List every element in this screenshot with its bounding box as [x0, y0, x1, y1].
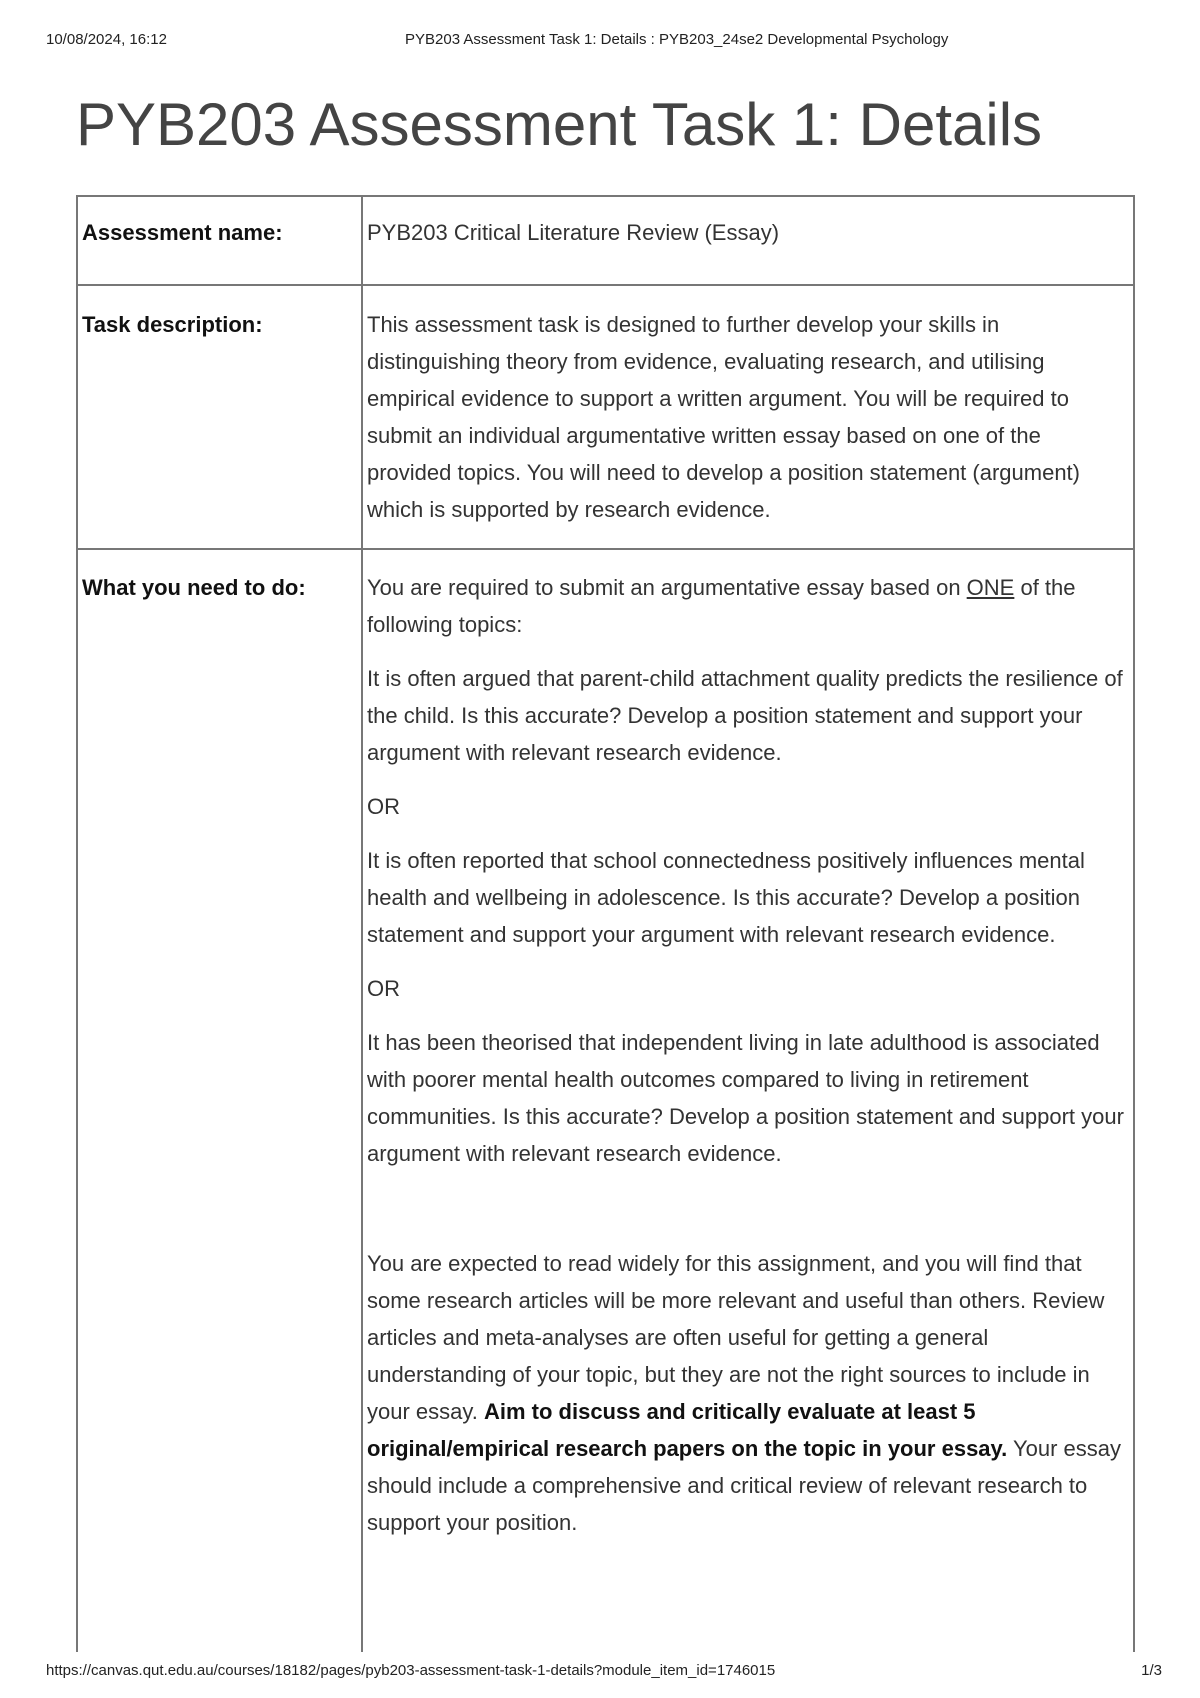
table-row-assessment-name	[78, 197, 1133, 286]
topic-2: It is often reported that school connectedness positively influences mental health and wellbeing in adolescence. Is this accurate? Develop a position statement and support your argument with relevant research evidence.	[367, 848, 1085, 947]
topic-3: It has been theorised that independent living in late adulthood is associated with poorer mental health outcomes compared to living in retirement communities. Is this accurate? Develop a position statement and support your argument with relevant research evidence.	[367, 1030, 1124, 1166]
topics-intro-text-end: of the following topics:	[367, 575, 1076, 637]
print-datetime: 10/08/2024, 16:12	[46, 31, 167, 48]
assessment-name-value: PYB203 Critical Literature Review (Essay)	[367, 220, 780, 245]
reading-guidance	[367, 1245, 1129, 1541]
topic-1: It is often argued that parent-child attachment quality predicts the resilience of the child. Is this accurate? Develop a position statement and support your argument with relevant research evidence.	[367, 666, 1123, 765]
print-page-counter: 1/3	[1141, 1662, 1162, 1679]
reading-guidance-text: You are expected to read widely for this assignment, and you will find that some research articles will be more relevant and useful than others. Review articles and meta-analyses are often useful for getting a general understanding of your topic, but they are not the right sources to include in your essay.	[367, 1251, 1105, 1424]
reading-guidance-bold: Aim to discuss and critically evaluate at least 5 original/empirical research papers on the topic in your essay.	[367, 1399, 1008, 1461]
or-separator-1: OR	[367, 794, 400, 819]
task-description-value: This assessment task is designed to further develop your skills in distinguishing theory from evidence, evaluating research, and utilising empirical evidence to support a written argument. You will be required to submit an individual argumentative written essay based on one of the provided topics. You will need to develop a position statement (argument) which is supported by research evidence.	[367, 312, 1080, 522]
page-title: PYB203 Assessment Task 1: Details	[76, 91, 1043, 158]
topics-intro	[367, 569, 1129, 643]
what-to-do-value	[363, 550, 1133, 1698]
reading-guidance-text-end: Your essay should include a comprehensive and critical review of relevant research to support your position.	[367, 1436, 1122, 1535]
assessment-details-table	[76, 195, 1135, 1698]
or-separator-2: OR	[367, 976, 400, 1001]
assessment-name-label: Assessment name:	[78, 197, 363, 284]
spacer	[367, 1189, 1129, 1245]
print-doc-title: PYB203 Assessment Task 1: Details : PYB203_24se2 Developmental Psychology	[405, 31, 949, 48]
task-description-label: Task description:	[78, 286, 363, 548]
table-row-task-description	[78, 286, 1133, 550]
what-to-do-label: What you need to do:	[78, 550, 363, 1698]
topics-intro-emphasis: ONE	[966, 575, 1015, 600]
print-footer-url[interactable]: https://canvas.qut.edu.au/courses/18182/pages/pyb203-assessment-task-1-details?module_item_id=1746015	[46, 1662, 779, 1679]
topics-intro-text: You are required to submit an argumentative essay based on	[367, 575, 967, 600]
table-row-what-to-do	[78, 550, 1133, 1698]
